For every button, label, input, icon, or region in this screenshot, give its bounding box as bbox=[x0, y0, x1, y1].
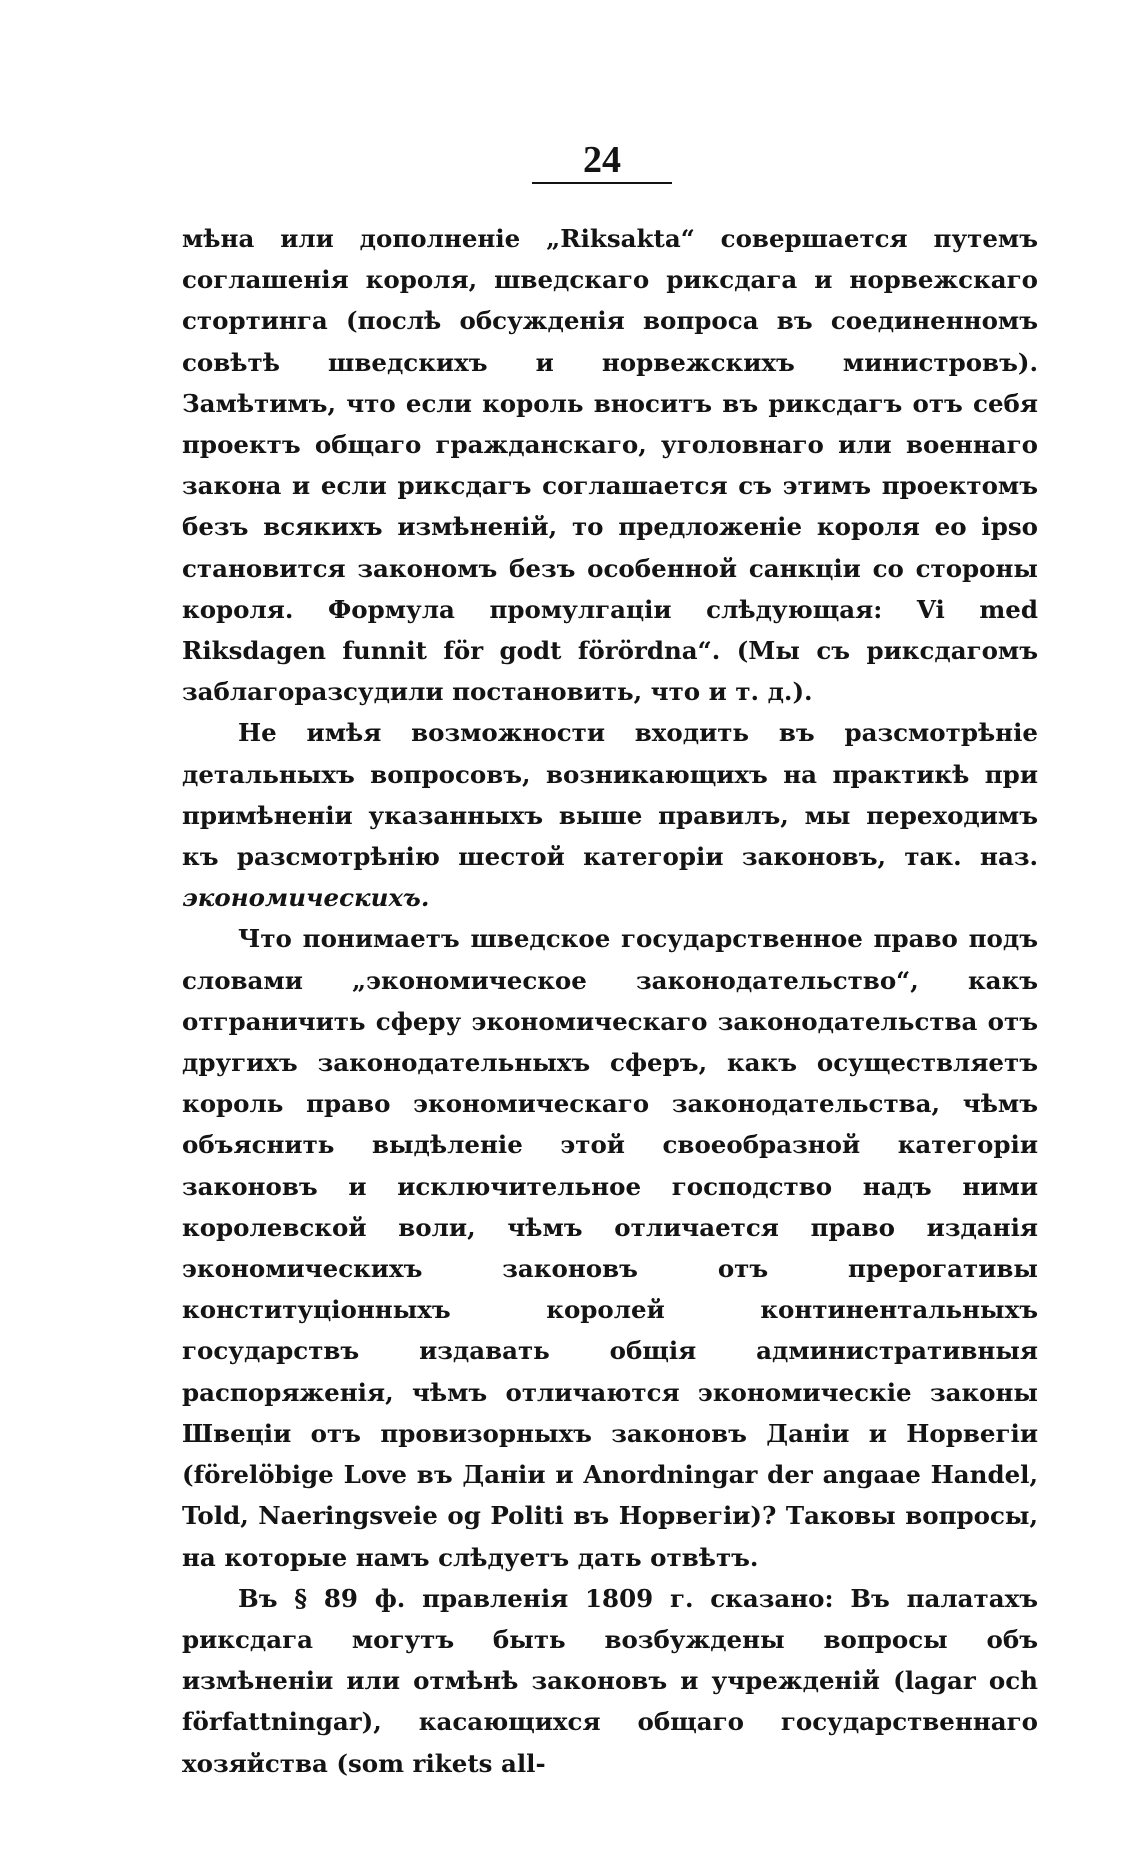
paragraph-2-emphasis: экономическихъ. bbox=[182, 883, 430, 913]
page-body bbox=[182, 218, 1038, 1784]
page-number: 24 bbox=[583, 139, 621, 181]
paragraph-2-text: Не имѣя возможности входить въ разсмотрѣніе детальныхъ вопросовъ, возникающихъ на практикѣ при примѣненіи указанныхъ выше правилъ, мы переходимъ къ разсмотрѣнію шестой категоріи законовъ, так. наз. bbox=[182, 718, 1038, 872]
paragraph-2 bbox=[182, 712, 1038, 918]
paragraph-4: Въ § 89 ф. правленія 1809 г. сказано: Въ палатахъ риксдага могутъ быть возбуждены вопросы объ измѣненіи или отмѣнѣ законовъ и учрежденій (lagar och författningar), касающихся общаго государственнаго хозяйства (som rikets all- bbox=[182, 1583, 1038, 1778]
paragraph-3: Что понимаетъ шведское государственное право подъ словами „экономическое законодательство“, какъ отграничить сферу экономическаго законодательства отъ другихъ законодательныхъ сферъ, какъ осуществляетъ король право экономическаго законодательства, чѣмъ объяснить выдѣленіе этой своеобразной категоріи законовъ и исключительное господство надъ ними королевской воли, чѣмъ отличается право изданія экономическихъ законовъ отъ прерогативы конституціонныхъ королей континентальныхъ государствъ издавать общія административныя распоряженія, чѣмъ отличаются экономическіе законы Швеціи отъ провизорныхъ законовъ Даніи и Норвегіи (förelöbige Love въ Даніи и Anordningar der angaae Handel, Told, Naeringsveie og Politi въ Норвегіи)? Таковы вопросы, на которые намъ слѣдуетъ дать отвѣтъ. bbox=[182, 924, 1038, 1572]
page-number-rule bbox=[532, 182, 672, 184]
paragraph-1: мѣна или дополненіе „Riksakta“ совершается путемъ соглашенія короля, шведскаго риксдага и норвежскаго стортинга (послѣ обсужденія вопроса въ соединенномъ совѣтѣ шведскихъ и норвежскихъ министровъ). Замѣтимъ, что если король вноситъ въ риксдагъ отъ себя проектъ общаго гражданскаго, уголовнаго или военнаго закона и если риксдагъ соглашается съ этимъ проектомъ безъ всякихъ измѣненій, то предложеніе короля eo ipso становится закономъ безъ особенной санкціи со стороны короля. Формула промулгаціи слѣдующая: Vi med Riksdagen funnit för godt förördna“. (Мы съ риксдагомъ заблагоразсудили постановить, что и т. д.). bbox=[182, 224, 1038, 707]
